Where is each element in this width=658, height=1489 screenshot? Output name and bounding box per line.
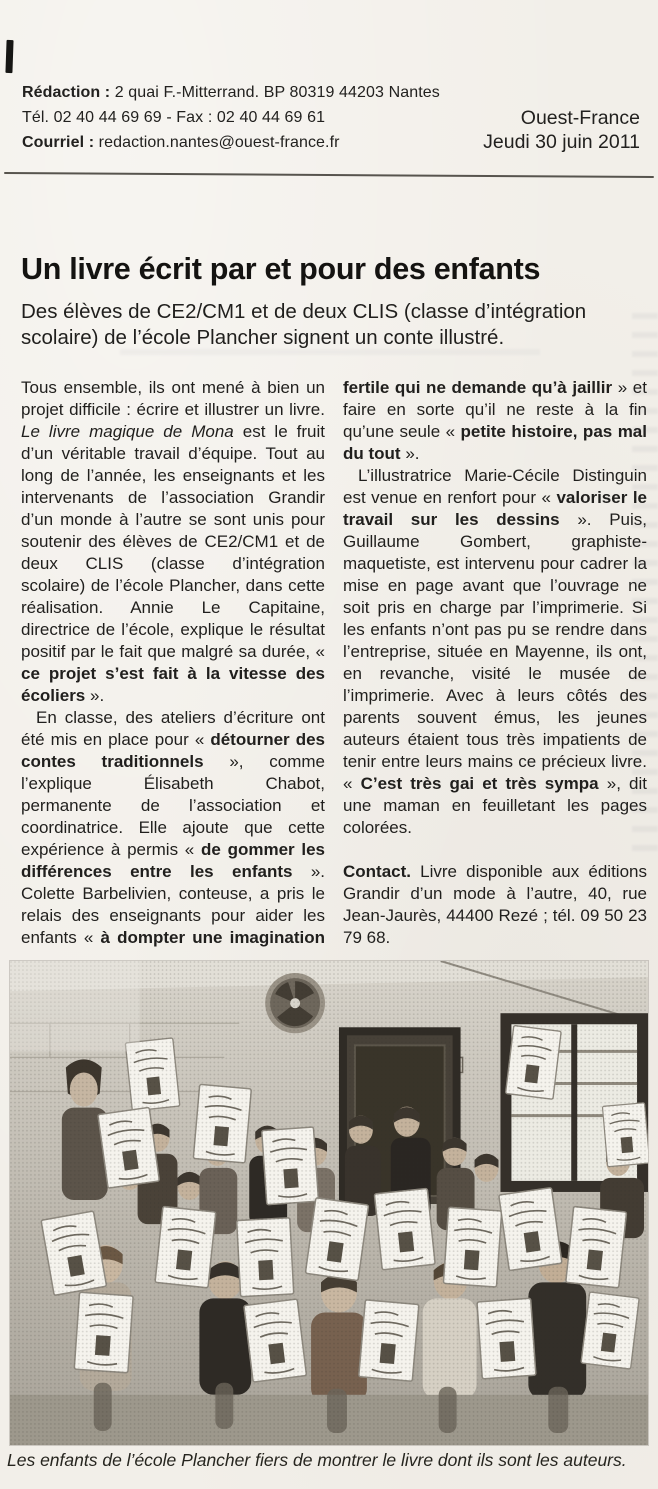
email-value: redaction.nantes@ouest-france.fr xyxy=(98,134,340,151)
article-paragraph: En classe, des ateliers d’écriture ont été mis en place pour « détourner des contes traditionnels », comme l’explique Élisabeth Chabot, permanente de l’association et coordinatrice. Elle ajoute que cette expérience à permis « de gommer les différences entre les enfants ». Colette Barbelivien, conteuse, a pris le relais des enseignants pour aider les enfants « à dompter une imagination fertile qui ne demande qu’à jaillir » et faire en sorte qu’il ne reste à la fin qu’une seule « petite histoire, pas mal du tout ». xyxy=(21,378,647,947)
masthead-address-line xyxy=(22,80,440,105)
address-value: 2 quai F.-Mitterrand. BP 80319 44203 Nantes xyxy=(114,84,440,101)
address-label: Rédaction : xyxy=(22,84,111,101)
masthead-phone-line: Tél. 02 40 44 69 69 - Fax : 02 40 44 69 61 xyxy=(22,109,326,126)
photo-caption: Les enfants de l’école Plancher fiers de montrer le livre dont ils sont les auteurs. xyxy=(7,1450,627,1470)
article-body-columns xyxy=(21,377,647,961)
article-photo xyxy=(10,961,648,1445)
photo-illustration xyxy=(10,961,648,1445)
contact-paragraph: Contact. Livre disponible aux éditions Grandir d’un mode à l’autre, 40, rue Jean-Jaurès, 44400 Rezé ; tél. 09 50 23 79 68. xyxy=(343,862,647,947)
article-standfirst: Des élèves de CE2/CM1 et de deux CLIS (classe d’intégration scolaire) de l’école Plancher signent un conte illustré. xyxy=(21,300,587,349)
masthead-contact-block xyxy=(22,80,440,155)
scan-ink-mark xyxy=(5,40,13,73)
paper-name: Ouest-France xyxy=(520,107,640,129)
article-paragraph: Tous ensemble, ils ont mené à bien un projet difficile : écrire et illustrer un livre. Le livre magique de Mona est le fruit d’un véritable travail d’équipe. Tout au long de l’année, les enseignants et les intervenants de l’association Grandir d’un monde à l’autre se sont unis pour soutenir des élèves de CE2/CM1 et de deux CLIS (classe d’intégration scolaire) de l’école Plancher, dans cette réalisation. Annie Le Capitaine, directrice de l’école, explique le résultat positif par le fait que malgré sa durée, « ce projet s’est fait à la vitesse des écoliers ». xyxy=(21,378,325,705)
masthead-divider-rule xyxy=(4,172,654,178)
issue-date: Jeudi 30 juin 2011 xyxy=(483,131,640,153)
article-headline: Un livre écrit par et pour des enfants xyxy=(21,252,541,286)
email-label: Courriel : xyxy=(22,134,95,151)
masthead-email-line xyxy=(22,130,440,155)
masthead-edition-block xyxy=(483,106,640,154)
article-paragraph: L’illustratrice Marie-Cécile Distinguin est venue en renfort pour « valoriser le travail sur les dessins ». Puis, Guillaume Gombert, graphiste-maquetiste, est intervenu pour cadrer la mise en page avant que l’ouvrage ne soit pris en charge par l’imprimerie. Si les enfants n’ont pas pu se rendre dans l’entreprise, située en Mayenne, ils ont, en revanche, visité le musée de l’imprimerie. Avec à leurs côtés des parents souvent émus, les jeunes auteurs étaient tous très impatients de tenir entre leurs mains ce précieux livre. « C’est très gai et très sympa », dit une maman en feuilletant les pages colorées. xyxy=(343,466,647,837)
